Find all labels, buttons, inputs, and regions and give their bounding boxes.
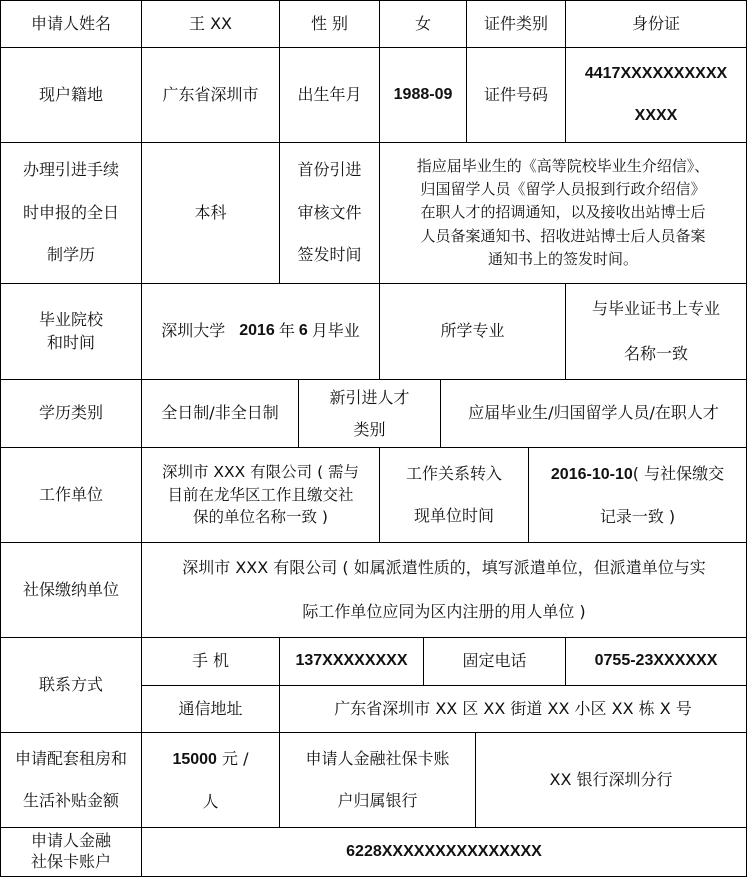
transfer-date-value: 2016-10-10: [550, 465, 633, 483]
major-note: 与毕业证书上专业 名称一致: [565, 283, 747, 380]
social-security-unit-value: 深圳市 XXX 有限公司 ( 如属派遣性质的，填写派遣单位，但派遣单位与实 际工作单位应同为区内注册的用人单位 ): [141, 542, 747, 638]
label-transfer-time: 工作关系转入 现单位时间: [379, 447, 529, 543]
school-and-time-value: [141, 283, 380, 380]
subsidy-unit: 元 / 人: [202, 748, 249, 811]
id-type-value: 身份证: [565, 0, 747, 48]
label-address: 通信地址: [141, 685, 280, 733]
label-applicant-name: 申请人姓名: [0, 0, 142, 48]
mobile-value: 137XXXXXXXX: [279, 637, 424, 686]
label-gender: 性 别: [279, 0, 380, 48]
landline-value: 0755-23XXXXXX: [565, 637, 747, 686]
label-account: 申请人金融 社保卡账户: [0, 827, 142, 877]
grad-year-unit: 年: [278, 321, 295, 341]
school-value: 深圳大学: [161, 321, 226, 341]
edu-type-value: 全日制/非全日制: [141, 379, 299, 448]
transfer-date-note: ( 与社保缴交 记录一致 ): [599, 463, 725, 526]
label-household: 现户籍地: [0, 47, 142, 143]
label-contact: 联系方式: [0, 637, 142, 733]
label-edu-type: 学历类别: [0, 379, 142, 448]
label-talent-type: 新引进人才 类别: [298, 379, 441, 448]
subsidy-amount-cell: [141, 732, 280, 828]
label-id-number: 证件号码: [466, 47, 566, 143]
id-number-value: 4417XXXXXXXXXX XXXX: [565, 47, 747, 143]
applicant-name-value: 王 XX: [141, 0, 280, 48]
label-first-doc-date: 首份引进 审核文件 签发时间: [279, 142, 380, 284]
education-value: 本科: [141, 142, 280, 284]
label-school: 毕业院校 和时间: [0, 283, 142, 380]
label-mobile: 手 机: [141, 637, 280, 686]
bank-value: XX 银行深圳分行: [475, 732, 747, 828]
employer-value: 深圳市 XXX 有限公司 ( 需与 目前在龙华区工作且缴交社 保的单位名称一致 ): [141, 447, 380, 543]
grad-month-value: 6: [298, 322, 308, 340]
household-value: 广东省深圳市: [141, 47, 280, 143]
grad-suffix: 月毕业: [311, 321, 360, 341]
grad-year-value: 2016: [239, 322, 275, 340]
label-major: 所学专业: [379, 283, 566, 380]
label-landline: 固定电话: [423, 637, 566, 686]
label-social-security-unit: 社保缴纳单位: [0, 542, 142, 638]
label-id-type: 证件类别: [466, 0, 566, 48]
label-bank: 申请人金融社保卡账 户归属银行: [279, 732, 476, 828]
label-education: 办理引进手续 时申报的全日 制学历: [0, 142, 142, 284]
address-value: 广东省深圳市 XX 区 XX 街道 XX 小区 XX 栋 X 号: [279, 685, 747, 733]
subsidy-amount-value: 15000: [172, 750, 217, 768]
account-value: 6228XXXXXXXXXXXXXXX: [141, 827, 747, 877]
transfer-date-cell: [528, 447, 747, 543]
birth-value: 1988-09: [379, 47, 467, 143]
first-doc-date-note: 指应届毕业生的《高等院校毕业生介绍信》、 归国留学人员《留学人员报到行政介绍信》 在职人才的招调通知，以及接收出站博士后 人员备案通知书、招收进站博士后人员备案 通知书上的签发时间。: [379, 142, 747, 284]
label-employer: 工作单位: [0, 447, 142, 543]
talent-type-value: 应届毕业生/归国留学人员/在职人才: [440, 379, 747, 448]
label-birth: 出生年月: [279, 47, 380, 143]
gender-value: 女: [379, 0, 467, 48]
label-subsidy: 申请配套租房和 生活补贴金额: [0, 732, 142, 828]
